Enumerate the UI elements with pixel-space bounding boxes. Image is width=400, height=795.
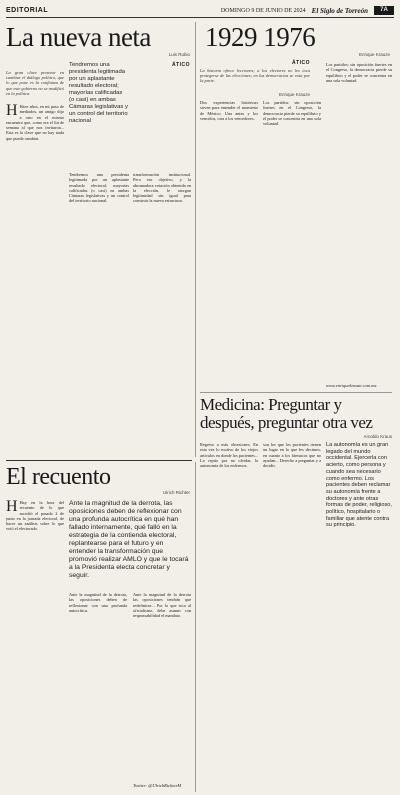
article1-pullquote: Tendremos una presidenta legitimada por un aplastante resultado electoral; mayorías calificadas (o casi) en ambas Cámaras legislativas y un control del territorio nacional — [69, 62, 128, 124]
article1-column-1 — [6, 104, 64, 459]
column-divider — [195, 22, 196, 457]
masthead-right — [221, 6, 394, 15]
article4-headline: El recuento — [6, 464, 111, 490]
article1-column-3: transformación institucional. Pero ese objetivo, y la abrumadora votación obtenida en la elección, le otorgan legitimidad sin igual para construir la nueva estructura. — [133, 172, 191, 204]
article2-headline: 1929 1976 — [205, 22, 316, 52]
section-divider — [200, 392, 392, 393]
masthead — [6, 4, 394, 18]
section-label: EDITORIAL — [6, 7, 49, 14]
article2-col3-text: Los partidos: sin oposición fuertes en el Congreso, la democracia pierde su equilibrio y el poder se concentra en una sola voluntad. — [326, 62, 392, 83]
article2-column-3 — [326, 62, 392, 390]
article4-column-2: Ante la magnitud de la derrota, las oposiciones deben de reflexionar con una profunda autocrítica. — [69, 592, 127, 613]
article2-lead: La historia ofrece lecciones; a los electores no les toca protegerse de las elecciones; en las democracias se vota por la parte. — [200, 68, 310, 84]
article3-headline: Medicina: Preguntar y después, preguntar otra vez — [200, 395, 373, 432]
article4-email: Twitter: @UlrichRichterM — [133, 783, 182, 788]
article4-author: Ulrich Richter — [162, 490, 190, 495]
article2-author: Enrique Krauze — [358, 52, 390, 57]
article3-column-1: Regreso a más obsesiones. En esta vez lo motivo de los viejos artículos en donde los pacientes... Lo repito por no olvidar, la autonomía de los enfermos. — [200, 442, 258, 469]
article4-column-3: Ante la magnitud de la derrota las oposiciones tendrán que redefinirse... Por lo que toca al oficialismo, debe asumir con responsabilidad el mandato. — [133, 592, 191, 619]
article2-column-1: Dos experiencias históricas sirven para entender el momento de México. Una antes y los vencidos, otra a los vencedores. — [200, 100, 258, 121]
article1-column-2: Tendremos una presidenta legitimada por un aplastante resultado electoral; mayorías calificadas (o casi) en ambas Cámaras legislativas y un control del territorio nacional. — [69, 172, 129, 204]
article3-author: Arnoldo Kraus — [363, 434, 392, 439]
article1-tag: ÁTICO — [171, 62, 190, 68]
article1-author: Luis Rubio — [168, 52, 190, 57]
article4-col1-text: Hay en la hora del recuento de lo que sucedió el pasado 2 de junio en la jornada electoral, de hacer un análisis sobre lo que votó el electorado. — [6, 500, 64, 532]
article2-lead-author: Enrique Krauze — [278, 92, 310, 97]
section-divider — [6, 460, 192, 461]
article4-pullquote: Ante la magnitud de la derrota, las oposiciones deben de reflexionar con una profunda autocrítica en qué han fallado internamente, qué falló en la estrategia de la contienda electoral, replantearse para el futuro y en entender la transformación que promovió realizar AMLO y que le tocará a la Presidenta electa concretar y seguir. — [69, 500, 189, 579]
article1-col1-text: Hace años, en mi paso de mediados, un amigo dijo a otro en el mismo encuentro que, como era el fin de semana al que nos invitaron... Esta es la clave que no hay nada que pueda cambiar. — [6, 104, 64, 141]
issue-date: DOMINGO 9 DE JUNIO DE 2024 — [220, 7, 306, 14]
article3-pullquote: La autonomía es un gran legado del mundo occidental. Ejercerla con acierto, como persona y cuando sea necesario como enfermo. Los pacientes deben reclamar su autonomía frente a doctores y ante otras formas de poder, religioso, político, hospitalario o familiar que atente contra su principio. — [326, 442, 392, 529]
article1-lead: La gran clave presente en cambiar el diálogo político, que lo que pone es la confianza de que este gobierno no se modificó en la política. — [6, 70, 64, 96]
column-divider — [195, 462, 196, 792]
dropcap: H — [6, 104, 18, 119]
article2-email: www.enriquekrauze.com.mx — [326, 383, 377, 388]
dropcap: H — [6, 500, 18, 515]
article2-tag: ÁTICO — [291, 60, 310, 66]
article4-column-1 — [6, 500, 64, 790]
article2-column-2: Los partidos: sin oposición fuertes en el Congreso, la democracia pierde su equilibrio y el poder se concentra en una sola voluntad. — [263, 100, 321, 127]
article3-column-2: son los que los pacientes tienen un lugar en lo que les decimos, en cuanto a los fármacos que no ayudan... Derecho a preguntar y a decidir. — [263, 442, 321, 469]
page-number-badge: 7A — [374, 6, 394, 15]
article1-headline: La nueva neta — [6, 22, 151, 52]
newspaper-brand: El Siglo de Torreón — [311, 6, 368, 15]
